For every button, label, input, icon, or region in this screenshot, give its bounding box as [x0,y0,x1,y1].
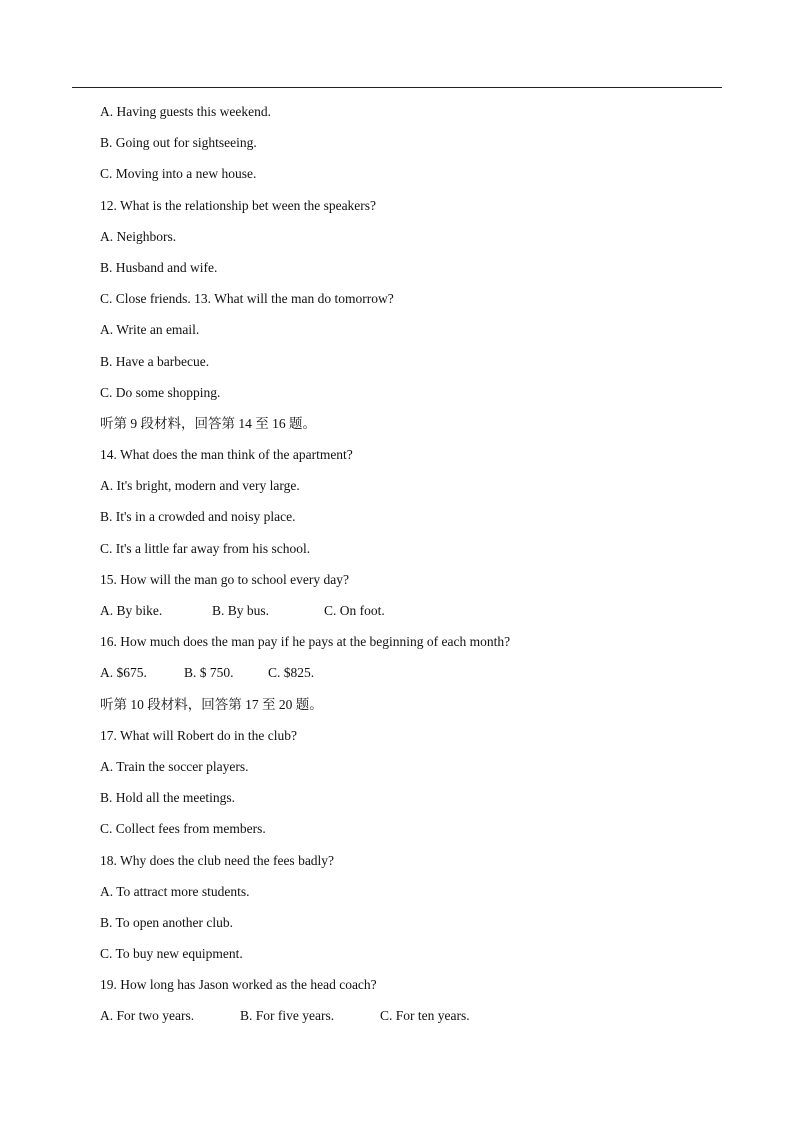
text-line: C. Collect fees from members. [100,821,266,837]
question-19: 19. How long has Jason worked as the head coach? [100,977,377,993]
text-line: B. It's in a crowded and noisy place. [100,509,296,525]
text-line: A. Having guests this weekend. [100,104,271,119]
text-line: C. To buy new equipment. [100,946,243,962]
q16-option-b: B. $ 750. [184,665,234,681]
text-line: A. Neighbors. [100,228,177,244]
question-12: 12. What is the relationship bet ween the speakers? [100,197,377,213]
text-line: C. It's a little far away from his school. [100,540,311,556]
q15-option-a: A. By bike. [100,603,163,618]
question-16: 16. How much does the man pay if he pays at the beginning of each month? [100,634,511,650]
section-instruction: 听第 10 段材料，回答第 17 至 20 题。 [100,696,323,712]
text-line: C. Moving into a new house. [100,166,257,182]
question-14: 14. What does the man think of the apartment? [100,447,353,463]
text-line: B. Have a barbecue. [100,353,210,369]
section-instruction: 听第 9 段材料，回答第 14 至 16 题。 [100,415,316,431]
q19-option-a: A. For two years. [100,1008,195,1024]
text-line: A. Write an email. [100,322,200,338]
q16-option-c: C. $825. [268,665,315,681]
text-line: A. It's bright, modern and very large. [100,478,300,494]
question-18: 18. Why does the club need the fees badly? [100,852,335,868]
document-body [100,103,720,1039]
q19-option-c: C. For ten years. [380,1008,470,1024]
question-15: 15. How will the man go to school every day? [100,571,349,587]
q15-option-c: C. On foot. [324,603,385,618]
q16-options-row [100,664,720,695]
q15-option-b: B. By bus. [212,603,270,618]
q16-option-a: A. $675. [100,665,147,681]
text-line: B. Hold all the meetings. [100,790,235,806]
text-line: B. Husband and wife. [100,259,218,275]
text-line: A. Train the soccer players. [100,758,249,774]
text-line: C. Do some shopping. [100,384,221,400]
question-17: 17. What will Robert do in the club? [100,727,297,743]
q19-options-row [100,1007,720,1038]
q19-option-b: B. For five years. [240,1008,335,1024]
text-line: A. To attract more students. [100,883,250,899]
text-line: C. Close friends. 13. What will the man do tomorrow? [100,291,394,307]
header-rule [72,87,722,88]
q15-options-row [100,602,720,633]
text-line: B. Going out for sightseeing. [100,135,257,151]
text-line: B. To open another club. [100,914,234,930]
